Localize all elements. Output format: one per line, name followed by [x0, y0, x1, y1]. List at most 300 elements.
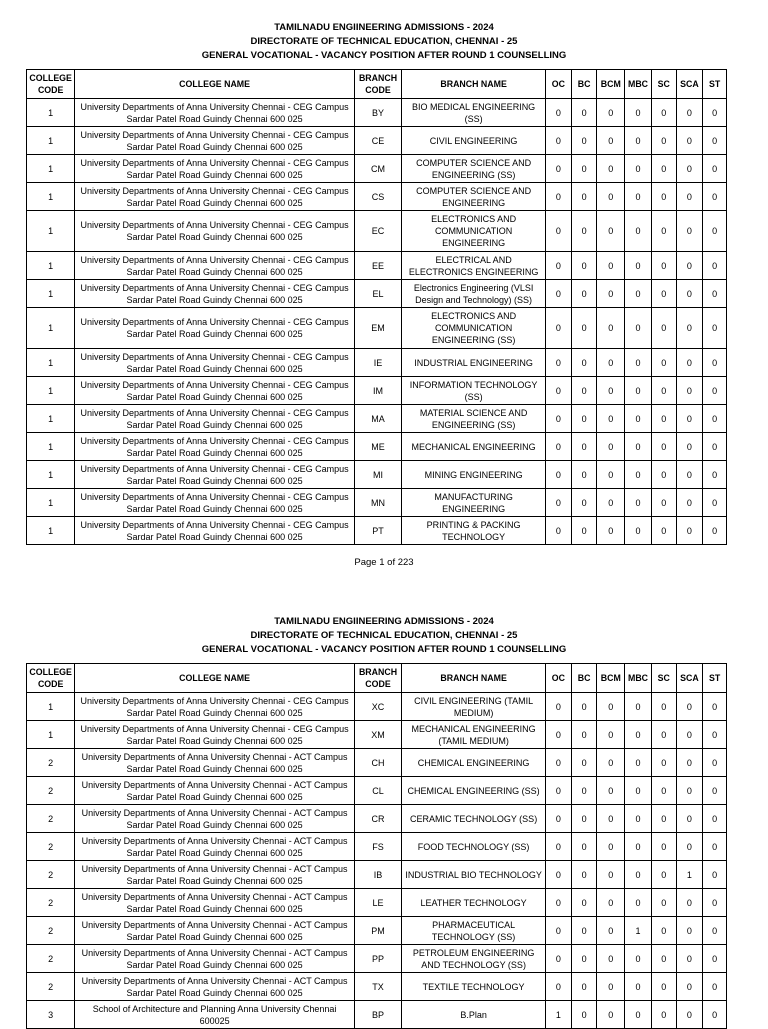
bc-cell: 0: [571, 211, 597, 252]
sc-cell: 0: [651, 917, 676, 945]
college-name-cell: University Departments of Anna University Chennai - CEG Campus Sardar Patel Road Guindy Chennai 600 025: [75, 183, 355, 211]
college-code-cell: 1: [27, 693, 75, 721]
mbc-cell: 0: [625, 945, 652, 973]
branch-name-cell: FOOD TECHNOLOGY (SS): [402, 833, 546, 861]
branch-code-cell: PP: [354, 945, 401, 973]
college-code-cell: 1: [27, 183, 75, 211]
vacancy-table: [26, 663, 727, 1029]
oc-cell: 0: [546, 489, 572, 517]
header-title: TAMILNADU ENGIINEERING ADMISSIONS - 2024: [274, 22, 494, 33]
bc-cell: 0: [571, 433, 597, 461]
college-name-cell: University Departments of Anna University Chennai - CEG Campus Sardar Patel Road Guindy Chennai 600 025: [75, 461, 355, 489]
sca-cell: 0: [676, 405, 703, 433]
bc-cell: 0: [571, 693, 597, 721]
branch-name-cell: MECHANICAL ENGINEERING (TAMIL MEDIUM): [402, 721, 546, 749]
st-cell: 0: [703, 99, 727, 127]
sc-cell: 0: [651, 833, 676, 861]
sc-cell: 0: [651, 973, 676, 1001]
table-body: [27, 693, 727, 1029]
document-page-2: [0, 594, 768, 1026]
college-name-cell: University Departments of Anna University Chennai - CEG Campus Sardar Patel Road Guindy Chennai 600 025: [75, 308, 355, 349]
table-row: [27, 377, 727, 405]
branch-name-cell: COMPUTER SCIENCE AND ENGINEERING (SS): [402, 155, 546, 183]
bcm-cell: 0: [597, 308, 625, 349]
sc-cell: 0: [651, 889, 676, 917]
bcm-cell: 0: [597, 461, 625, 489]
college-code-cell: 2: [27, 889, 75, 917]
bc-cell: 0: [571, 280, 597, 308]
college-name-cell: University Departments of Anna University Chennai - CEG Campus Sardar Patel Road Guindy Chennai 600 025: [75, 489, 355, 517]
bc-cell: 0: [571, 127, 597, 155]
college-code-cell: 1: [27, 308, 75, 349]
mbc-cell: 0: [625, 749, 652, 777]
branch-code-cell: TX: [354, 973, 401, 1001]
branch-code-cell: CL: [354, 777, 401, 805]
st-cell: 0: [703, 1001, 727, 1029]
sc-cell: 0: [651, 749, 676, 777]
col-sca: SCA: [676, 70, 703, 99]
college-code-cell: 1: [27, 517, 75, 545]
college-name-cell: University Departments of Anna University Chennai - ACT Campus Sardar Patel Road Guindy Chennai 600 025: [75, 861, 355, 889]
branch-code-cell: CR: [354, 805, 401, 833]
oc-cell: 0: [546, 377, 572, 405]
bcm-cell: 0: [597, 973, 625, 1001]
sca-cell: 0: [676, 693, 703, 721]
sca-cell: 0: [676, 349, 703, 377]
bc-cell: 0: [571, 861, 597, 889]
col-branch-code: BRANCH CODE: [354, 70, 401, 99]
branch-name-cell: INFORMATION TECHNOLOGY (SS): [402, 377, 546, 405]
branch-code-cell: MN: [354, 489, 401, 517]
st-cell: 0: [703, 721, 727, 749]
branch-name-cell: PHARMACEUTICAL TECHNOLOGY (SS): [402, 917, 546, 945]
bcm-cell: 0: [597, 155, 625, 183]
sc-cell: 0: [651, 861, 676, 889]
mbc-cell: 0: [625, 127, 652, 155]
college-code-cell: 1: [27, 349, 75, 377]
col-college-name: COLLEGE NAME: [75, 664, 355, 693]
sca-cell: 0: [676, 889, 703, 917]
bc-cell: 0: [571, 889, 597, 917]
branch-name-cell: CIVIL ENGINEERING: [402, 127, 546, 155]
branch-code-cell: BY: [354, 99, 401, 127]
oc-cell: 0: [546, 252, 572, 280]
sc-cell: 0: [651, 99, 676, 127]
sca-cell: 0: [676, 945, 703, 973]
bcm-cell: 0: [597, 211, 625, 252]
st-cell: 0: [703, 183, 727, 211]
col-college-name: COLLEGE NAME: [75, 70, 355, 99]
sc-cell: 0: [651, 211, 676, 252]
college-code-cell: 3: [27, 1001, 75, 1029]
mbc-cell: 0: [625, 308, 652, 349]
table-row: [27, 433, 727, 461]
col-mbc: MBC: [625, 664, 652, 693]
bcm-cell: 0: [597, 777, 625, 805]
bcm-cell: 0: [597, 280, 625, 308]
college-name-cell: University Departments of Anna University Chennai - ACT Campus Sardar Patel Road Guindy Chennai 600 025: [75, 777, 355, 805]
header-title: TAMILNADU ENGIINEERING ADMISSIONS - 2024: [274, 616, 494, 627]
bc-cell: 0: [571, 461, 597, 489]
sca-cell: 0: [676, 308, 703, 349]
college-code-cell: 1: [27, 280, 75, 308]
sca-cell: 0: [676, 917, 703, 945]
table-header-row: [27, 70, 727, 99]
table-row: [27, 889, 727, 917]
table-row: [27, 461, 727, 489]
st-cell: 0: [703, 833, 727, 861]
oc-cell: 0: [546, 349, 572, 377]
college-code-cell: 2: [27, 945, 75, 973]
college-code-cell: 1: [27, 377, 75, 405]
col-branch-code: BRANCH CODE: [354, 664, 401, 693]
table-row: [27, 155, 727, 183]
bcm-cell: 0: [597, 693, 625, 721]
table-row: [27, 99, 727, 127]
vacancy-table: [26, 69, 727, 545]
bcm-cell: 0: [597, 183, 625, 211]
college-name-cell: University Departments of Anna University Chennai - ACT Campus Sardar Patel Road Guindy Chennai 600 025: [75, 889, 355, 917]
table-row: [27, 973, 727, 1001]
table-row: [27, 252, 727, 280]
col-branch-name: BRANCH NAME: [402, 664, 546, 693]
sc-cell: 0: [651, 517, 676, 545]
mbc-cell: 0: [625, 721, 652, 749]
oc-cell: 0: [546, 461, 572, 489]
college-name-cell: University Departments of Anna University Chennai - ACT Campus Sardar Patel Road Guindy Chennai 600 025: [75, 973, 355, 1001]
sca-cell: 0: [676, 805, 703, 833]
oc-cell: 0: [546, 99, 572, 127]
st-cell: 0: [703, 805, 727, 833]
branch-code-cell: EE: [354, 252, 401, 280]
sca-cell: 0: [676, 433, 703, 461]
sc-cell: 0: [651, 280, 676, 308]
mbc-cell: 0: [625, 805, 652, 833]
college-name-cell: University Departments of Anna University Chennai - CEG Campus Sardar Patel Road Guindy Chennai 600 025: [75, 721, 355, 749]
branch-code-cell: XM: [354, 721, 401, 749]
st-cell: 0: [703, 211, 727, 252]
bc-cell: 0: [571, 973, 597, 1001]
bcm-cell: 0: [597, 377, 625, 405]
college-code-cell: 1: [27, 99, 75, 127]
bcm-cell: 0: [597, 721, 625, 749]
college-code-cell: 2: [27, 777, 75, 805]
st-cell: 0: [703, 280, 727, 308]
table-body: [27, 99, 727, 545]
college-name-cell: University Departments of Anna University Chennai - CEG Campus Sardar Patel Road Guindy Chennai 600 025: [75, 211, 355, 252]
bcm-cell: 0: [597, 1001, 625, 1029]
col-sc: SC: [651, 664, 676, 693]
table-row: [27, 349, 727, 377]
table-row: [27, 861, 727, 889]
table-row: [27, 1001, 727, 1029]
table-row: [27, 517, 727, 545]
st-cell: 0: [703, 377, 727, 405]
sc-cell: 0: [651, 489, 676, 517]
mbc-cell: 0: [625, 693, 652, 721]
college-name-cell: University Departments of Anna University Chennai - CEG Campus Sardar Patel Road Guindy Chennai 600 025: [75, 693, 355, 721]
college-name-cell: University Departments of Anna University Chennai - CEG Campus Sardar Patel Road Guindy Chennai 600 025: [75, 99, 355, 127]
branch-name-cell: PETROLEUM ENGINEERING AND TECHNOLOGY (SS): [402, 945, 546, 973]
bcm-cell: 0: [597, 805, 625, 833]
sc-cell: 0: [651, 127, 676, 155]
sca-cell: 0: [676, 749, 703, 777]
bc-cell: 0: [571, 749, 597, 777]
table-row: [27, 183, 727, 211]
mbc-cell: 0: [625, 1001, 652, 1029]
college-name-cell: University Departments of Anna University Chennai - CEG Campus Sardar Patel Road Guindy Chennai 600 025: [75, 405, 355, 433]
branch-code-cell: EL: [354, 280, 401, 308]
bcm-cell: 0: [597, 749, 625, 777]
table-row: [27, 280, 727, 308]
branch-code-cell: IM: [354, 377, 401, 405]
college-name-cell: University Departments of Anna University Chennai - CEG Campus Sardar Patel Road Guindy Chennai 600 025: [75, 252, 355, 280]
branch-name-cell: Electronics Engineering (VLSI Design and Technology) (SS): [402, 280, 546, 308]
branch-name-cell: CHEMICAL ENGINEERING: [402, 749, 546, 777]
oc-cell: 0: [546, 861, 572, 889]
branch-name-cell: ELECTRONICS AND COMMUNICATION ENGINEERING: [402, 211, 546, 252]
college-code-cell: 2: [27, 917, 75, 945]
bc-cell: 0: [571, 405, 597, 433]
branch-code-cell: MI: [354, 461, 401, 489]
col-mbc: MBC: [625, 70, 652, 99]
sc-cell: 0: [651, 405, 676, 433]
sc-cell: 0: [651, 945, 676, 973]
branch-name-cell: INDUSTRIAL ENGINEERING: [402, 349, 546, 377]
sc-cell: 0: [651, 349, 676, 377]
sca-cell: 0: [676, 973, 703, 1001]
oc-cell: 0: [546, 280, 572, 308]
branch-code-cell: EC: [354, 211, 401, 252]
mbc-cell: 0: [625, 889, 652, 917]
oc-cell: 0: [546, 833, 572, 861]
oc-cell: 0: [546, 211, 572, 252]
st-cell: 0: [703, 349, 727, 377]
bc-cell: 0: [571, 183, 597, 211]
header-subtitle: GENERAL VOCATIONAL - VACANCY POSITION AFTER ROUND 1 COUNSELLING: [201, 644, 567, 655]
branch-name-cell: TEXTILE TECHNOLOGY: [402, 973, 546, 1001]
oc-cell: 0: [546, 917, 572, 945]
table-row: [27, 489, 727, 517]
branch-code-cell: MA: [354, 405, 401, 433]
branch-code-cell: CH: [354, 749, 401, 777]
college-name-cell: University Departments of Anna University Chennai - ACT Campus Sardar Patel Road Guindy Chennai 600 025: [75, 805, 355, 833]
branch-name-cell: CERAMIC TECHNOLOGY (SS): [402, 805, 546, 833]
branch-name-cell: COMPUTER SCIENCE AND ENGINEERING: [402, 183, 546, 211]
bc-cell: 0: [571, 99, 597, 127]
table-row: [27, 945, 727, 973]
table-row: [27, 833, 727, 861]
bc-cell: 0: [571, 805, 597, 833]
branch-name-cell: MINING ENGINEERING: [402, 461, 546, 489]
mbc-cell: 0: [625, 280, 652, 308]
branch-code-cell: XC: [354, 693, 401, 721]
bc-cell: 0: [571, 721, 597, 749]
oc-cell: 0: [546, 721, 572, 749]
branch-code-cell: BP: [354, 1001, 401, 1029]
bcm-cell: 0: [597, 405, 625, 433]
sc-cell: 0: [651, 805, 676, 833]
col-college-code: COLLEGE CODE: [27, 70, 75, 99]
header-directorate: DIRECTORATE OF TECHNICAL EDUCATION, CHENNAI - 25: [250, 630, 518, 641]
mbc-cell: 0: [625, 349, 652, 377]
bcm-cell: 0: [597, 833, 625, 861]
mbc-cell: 0: [625, 377, 652, 405]
mbc-cell: 0: [625, 517, 652, 545]
col-oc: OC: [546, 664, 572, 693]
oc-cell: 0: [546, 889, 572, 917]
col-bc: BC: [571, 70, 597, 99]
st-cell: 0: [703, 155, 727, 183]
st-cell: 0: [703, 945, 727, 973]
sc-cell: 0: [651, 1001, 676, 1029]
table-row: [27, 805, 727, 833]
st-cell: 0: [703, 889, 727, 917]
college-name-cell: University Departments of Anna University Chennai - ACT Campus Sardar Patel Road Guindy Chennai 600 025: [75, 945, 355, 973]
page-number: Page 1 of 223: [354, 557, 414, 568]
branch-code-cell: ME: [354, 433, 401, 461]
college-code-cell: 1: [27, 405, 75, 433]
st-cell: 0: [703, 405, 727, 433]
sc-cell: 0: [651, 377, 676, 405]
bcm-cell: 0: [597, 889, 625, 917]
bc-cell: 0: [571, 1001, 597, 1029]
oc-cell: 0: [546, 127, 572, 155]
bc-cell: 0: [571, 777, 597, 805]
branch-name-cell: CIVIL ENGINEERING (TAMIL MEDIUM): [402, 693, 546, 721]
sc-cell: 0: [651, 693, 676, 721]
sca-cell: 0: [676, 461, 703, 489]
col-bcm: BCM: [597, 664, 625, 693]
table-row: [27, 917, 727, 945]
branch-code-cell: CS: [354, 183, 401, 211]
branch-code-cell: CM: [354, 155, 401, 183]
st-cell: 0: [703, 973, 727, 1001]
sc-cell: 0: [651, 155, 676, 183]
bcm-cell: 0: [597, 861, 625, 889]
bc-cell: 0: [571, 308, 597, 349]
oc-cell: 0: [546, 777, 572, 805]
branch-code-cell: LE: [354, 889, 401, 917]
college-code-cell: 1: [27, 211, 75, 252]
header-subtitle: GENERAL VOCATIONAL - VACANCY POSITION AFTER ROUND 1 COUNSELLING: [201, 50, 567, 61]
branch-name-cell: CHEMICAL ENGINEERING (SS): [402, 777, 546, 805]
sc-cell: 0: [651, 183, 676, 211]
mbc-cell: 0: [625, 183, 652, 211]
college-name-cell: University Departments of Anna University Chennai - CEG Campus Sardar Patel Road Guindy Chennai 600 025: [75, 155, 355, 183]
bc-cell: 0: [571, 833, 597, 861]
sca-cell: 0: [676, 517, 703, 545]
table-row: [27, 405, 727, 433]
mbc-cell: 0: [625, 861, 652, 889]
table-row: [27, 721, 727, 749]
college-code-cell: 1: [27, 127, 75, 155]
college-name-cell: University Departments of Anna University Chennai - CEG Campus Sardar Patel Road Guindy Chennai 600 025: [75, 349, 355, 377]
branch-name-cell: INDUSTRIAL BIO TECHNOLOGY: [402, 861, 546, 889]
mbc-cell: 0: [625, 833, 652, 861]
mbc-cell: 0: [625, 433, 652, 461]
college-name-cell: University Departments of Anna University Chennai - CEG Campus Sardar Patel Road Guindy Chennai 600 025: [75, 517, 355, 545]
mbc-cell: 0: [625, 99, 652, 127]
bcm-cell: 0: [597, 917, 625, 945]
bc-cell: 0: [571, 155, 597, 183]
bcm-cell: 0: [597, 517, 625, 545]
oc-cell: 0: [546, 805, 572, 833]
college-code-cell: 2: [27, 973, 75, 1001]
college-code-cell: 1: [27, 155, 75, 183]
header-directorate: DIRECTORATE OF TECHNICAL EDUCATION, CHENNAI - 25: [250, 36, 518, 47]
sca-cell: 0: [676, 280, 703, 308]
sca-cell: 0: [676, 377, 703, 405]
branch-code-cell: IB: [354, 861, 401, 889]
sc-cell: 0: [651, 308, 676, 349]
mbc-cell: 0: [625, 489, 652, 517]
st-cell: 0: [703, 433, 727, 461]
table-row: [27, 749, 727, 777]
college-code-cell: 2: [27, 833, 75, 861]
oc-cell: 0: [546, 433, 572, 461]
college-code-cell: 1: [27, 461, 75, 489]
sc-cell: 0: [651, 252, 676, 280]
college-name-cell: University Departments of Anna University Chennai - CEG Campus Sardar Patel Road Guindy Chennai 600 025: [75, 377, 355, 405]
college-name-cell: University Departments of Anna University Chennai - ACT Campus Sardar Patel Road Guindy Chennai 600 025: [75, 833, 355, 861]
mbc-cell: 1: [625, 917, 652, 945]
bc-cell: 0: [571, 252, 597, 280]
sca-cell: 0: [676, 183, 703, 211]
oc-cell: 0: [546, 693, 572, 721]
college-code-cell: 1: [27, 489, 75, 517]
mbc-cell: 0: [625, 405, 652, 433]
branch-name-cell: MANUFACTURING ENGINEERING: [402, 489, 546, 517]
table-row: [27, 693, 727, 721]
col-sca: SCA: [676, 664, 703, 693]
college-code-cell: 1: [27, 252, 75, 280]
bcm-cell: 0: [597, 252, 625, 280]
college-name-cell: University Departments of Anna University Chennai - ACT Campus Sardar Patel Road Guindy Chennai 600 025: [75, 749, 355, 777]
mbc-cell: 0: [625, 252, 652, 280]
college-code-cell: 2: [27, 805, 75, 833]
bc-cell: 0: [571, 917, 597, 945]
oc-cell: 0: [546, 405, 572, 433]
col-st: ST: [703, 664, 727, 693]
mbc-cell: 0: [625, 461, 652, 489]
branch-name-cell: MATERIAL SCIENCE AND ENGINEERING (SS): [402, 405, 546, 433]
st-cell: 0: [703, 777, 727, 805]
table-row: [27, 777, 727, 805]
mbc-cell: 0: [625, 211, 652, 252]
bc-cell: 0: [571, 489, 597, 517]
sca-cell: 0: [676, 489, 703, 517]
st-cell: 0: [703, 489, 727, 517]
bc-cell: 0: [571, 377, 597, 405]
bcm-cell: 0: [597, 127, 625, 155]
sca-cell: 0: [676, 833, 703, 861]
branch-code-cell: EM: [354, 308, 401, 349]
branch-name-cell: PRINTING & PACKING TECHNOLOGY: [402, 517, 546, 545]
sca-cell: 0: [676, 1001, 703, 1029]
st-cell: 0: [703, 517, 727, 545]
mbc-cell: 0: [625, 777, 652, 805]
college-code-cell: 2: [27, 749, 75, 777]
col-bcm: BCM: [597, 70, 625, 99]
branch-code-cell: CE: [354, 127, 401, 155]
oc-cell: 1: [546, 1001, 572, 1029]
branch-code-cell: PT: [354, 517, 401, 545]
branch-name-cell: ELECTRONICS AND COMMUNICATION ENGINEERING (SS): [402, 308, 546, 349]
college-code-cell: 2: [27, 861, 75, 889]
branch-name-cell: BIO MEDICAL ENGINEERING (SS): [402, 99, 546, 127]
sca-cell: 0: [676, 777, 703, 805]
